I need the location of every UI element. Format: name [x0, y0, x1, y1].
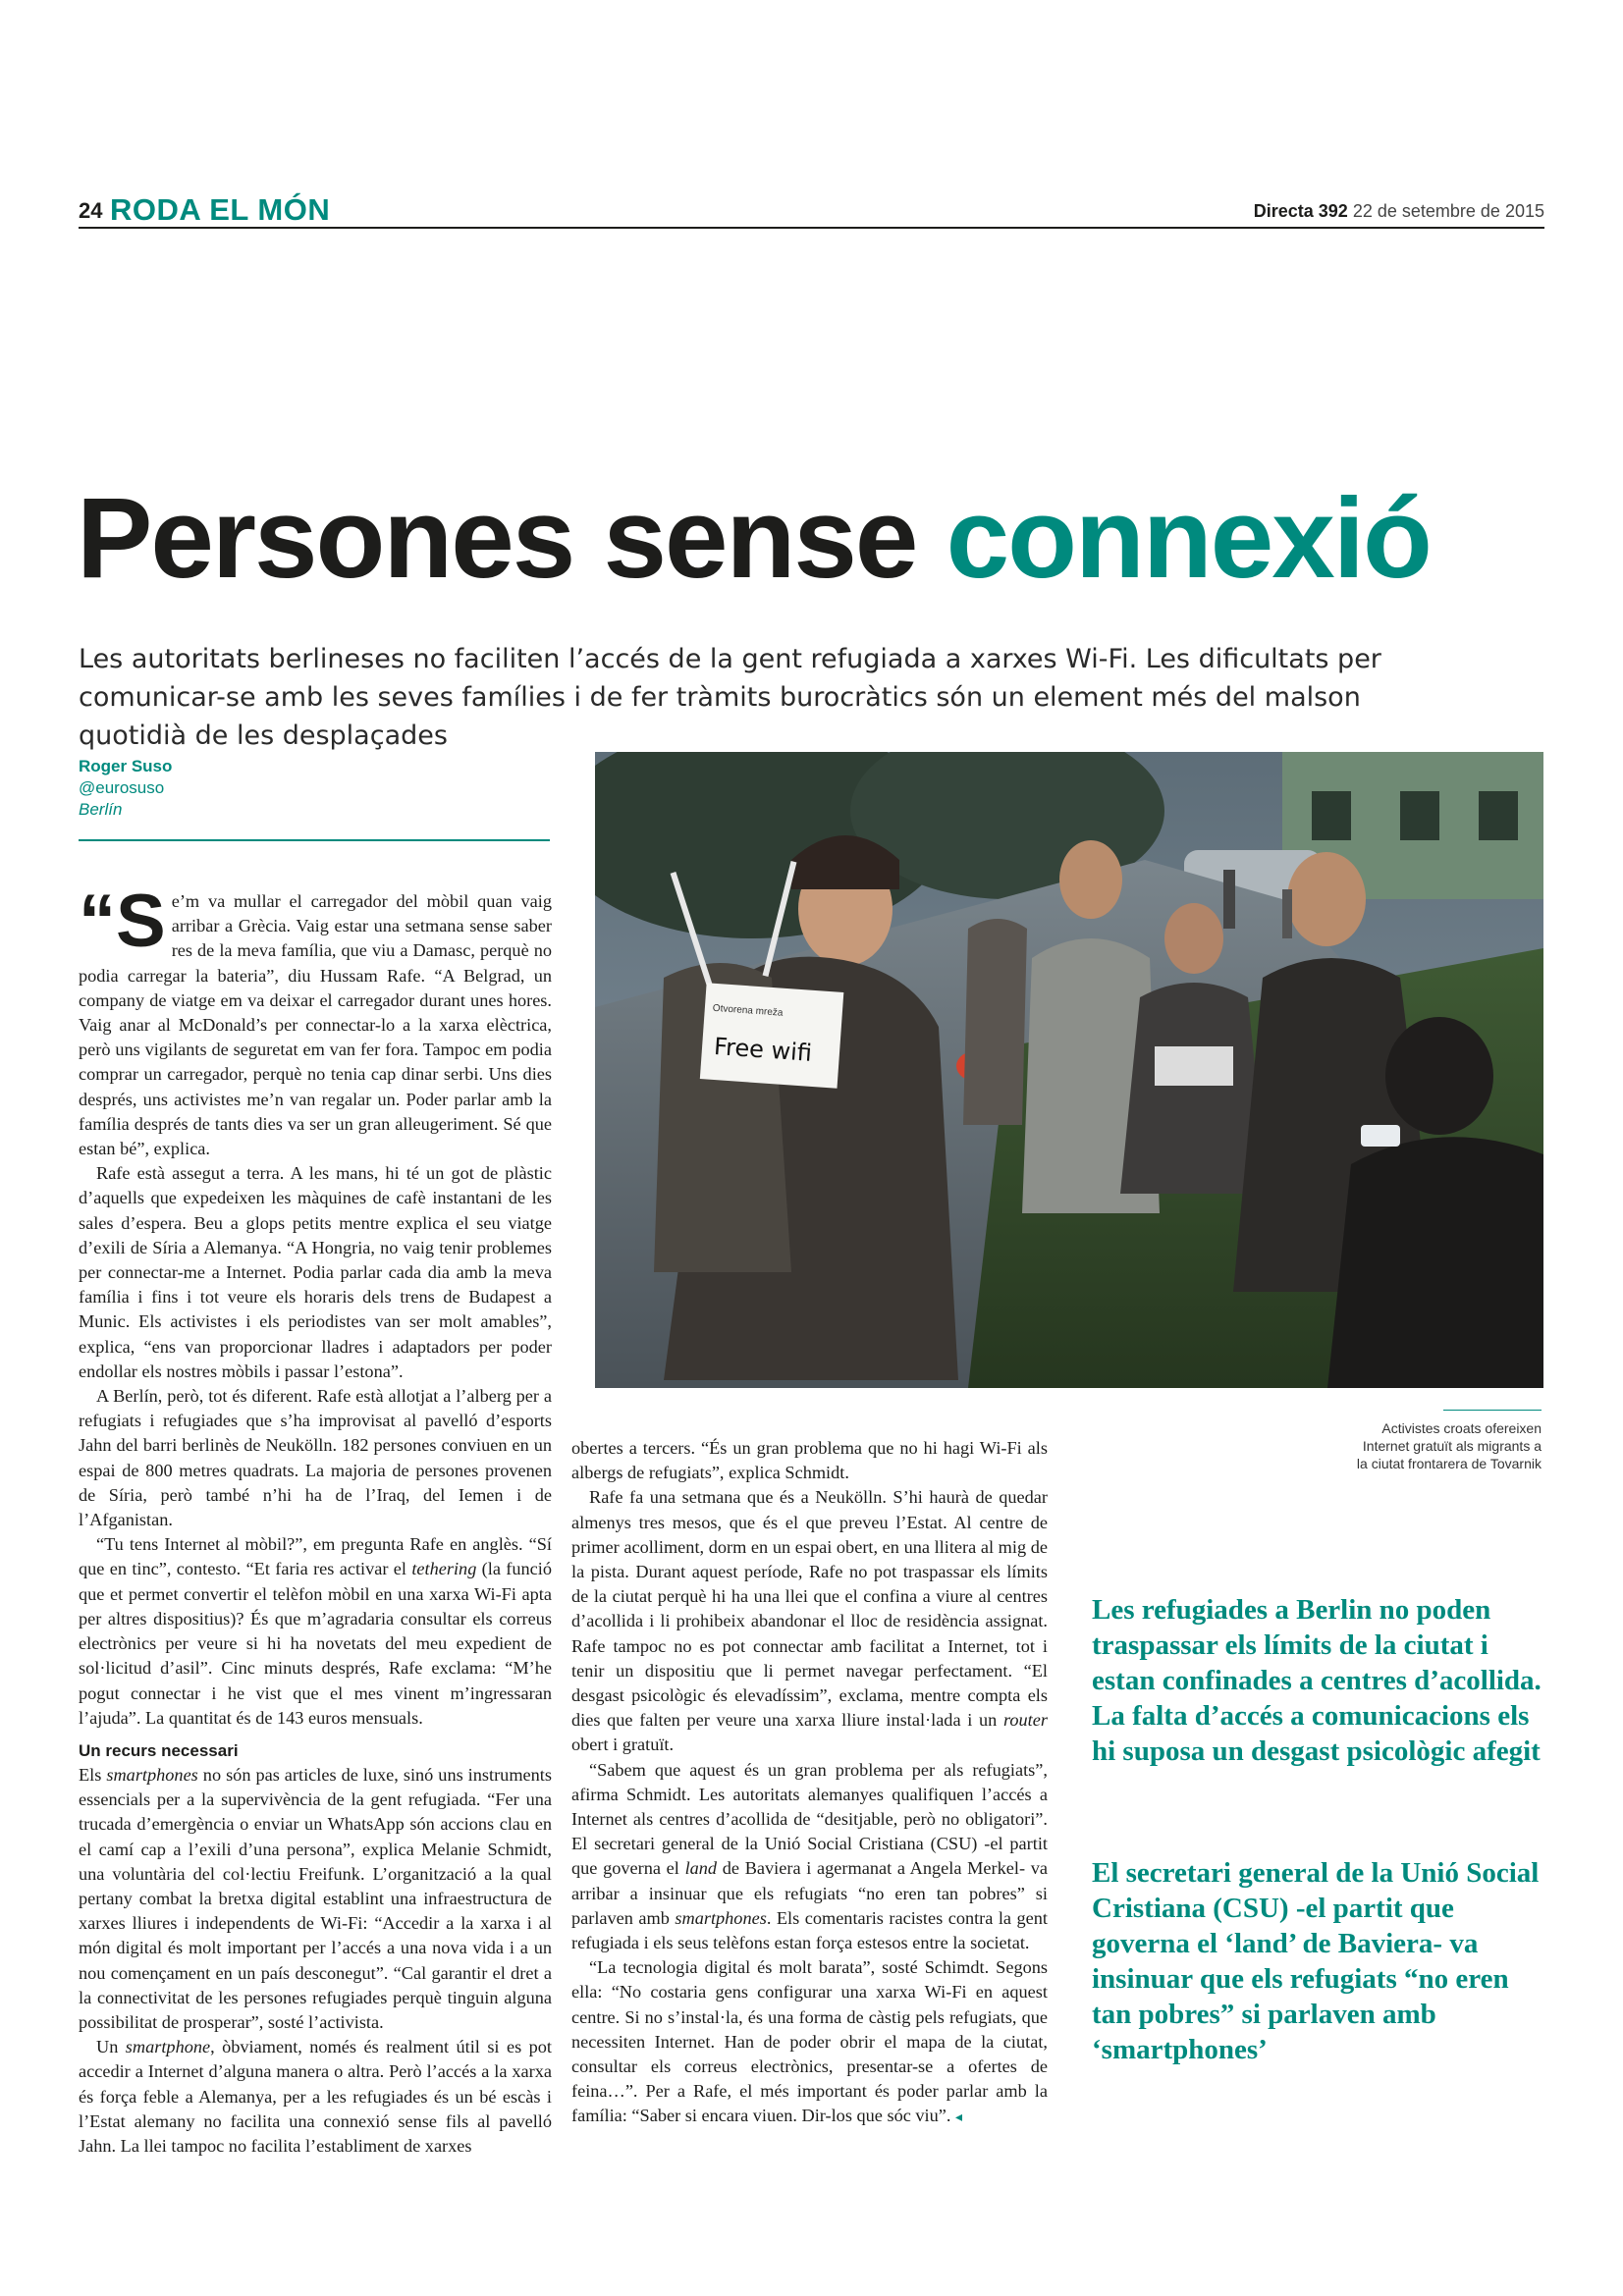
- router-device: [1155, 1046, 1233, 1086]
- photo-caption: Activistes croats ofereixen Internet gratuït als migrants a la ciutat frontarera de Tovarnik: [1356, 1420, 1542, 1471]
- headline: [77, 474, 1431, 602]
- emphasis: smartphones: [675, 1907, 767, 1928]
- header-rule: [79, 227, 1544, 229]
- distant-figure: [1282, 889, 1292, 938]
- headline-main: Persones sense: [77, 474, 947, 602]
- pull-quote-1: Les refugiades a Berlin no poden traspassar els límits de la ciutat i estan confinades a centres d’acollida. La falta d’accés a comunicacions els hi suposa un desgast psicològic afegit: [1092, 1594, 1542, 1767]
- head: [1287, 852, 1366, 946]
- body-column-2: [571, 1436, 1048, 2130]
- paragraph: [571, 1758, 1048, 1956]
- paragraph-text: e’m va mullar el carregador del mòbil quan vaig arribar a Grècia. Vaig estar una setmana sense saber res de la meva família, que viu a Damasc, perquè no podia carregar la bateria”, diu Hussam Rafe. “A Belgrad, un company de viatge em va deixar el carregador durant unes hores. Vaig anar al McDonald’s per connectar-lo a la xarxa elèctrica, però uns vigilants de seguretat em van fer fora. Tampoc em podia comprar un carregador, perquè no tenia cap dinar serbi. Uns dies després, uns activistes me’n van regalar un. Poder parlar amb la família després de tants dies va ser un gran alleugeriment. Sé que estan bé”, explica.: [79, 891, 552, 1159]
- paragraph: [571, 1485, 1048, 1757]
- photo-illustration: [595, 752, 1543, 1388]
- text-run: , òbviament, només és realment útil si es pot accedir a Internet d’alguna manera o altra. Però l’accés a la xarxa és força feble a Alemanya, per a les refugiades és un bé escàs i l’Estat alemany no facilita una connexió sense fils al pavelló Jahn. La llei tampoc no facilita l’establiment de xarxes: [79, 2037, 552, 2156]
- pull-quote-2: El secretari general de la Unió Social Cristiana (CSU) -el partit que governa el ‘land’ de Baviera- va insinuar que els refugiats “no eren tan pobres” si parlaven amb ‘smartphones’: [1092, 1857, 1540, 2065]
- person-far: [963, 919, 1027, 1125]
- paragraph: [79, 880, 552, 1161]
- house-window: [1479, 791, 1518, 840]
- caption-rule: [1443, 1410, 1542, 1411]
- article-photo: [595, 752, 1543, 1388]
- paragraph: obertes a tercers. “És un gran problema que no hi hagi Wi-Fi als albergs de refugiats”, explica Schmidt.: [571, 1438, 1048, 1483]
- paragraph: Rafe està assegut a terra. A les mans, hi té un got de plàstic d’aquells que expedeixen les màquines de cafè instantani de les sales d’espera. Beu a glops petits mentre explica el seu viatge d’exili de Síria a Alemanya. “A Hongria, no vaig tenir problemes per connectar-me a Internet. Podia parlar cada dia amb la meva família i fins i tot veure els horaris dels trens de Budapest a Munic. Els activistes i els periodistes van ser molt amables”, explica, “ens van proporcionar lladres i adaptadors per poder endollar els nostres mòbils i passar l’estona”.: [79, 1163, 552, 1381]
- smartphone: [1361, 1125, 1400, 1147]
- hair: [1385, 1017, 1493, 1135]
- emphasis: land: [684, 1858, 718, 1879]
- text-run: “La tecnologia digital és molt barata”, sosté Schimdt. Segons ella: “No costaria gens configurar una xarxa Wi-Fi en aquest centre. Si no s’instal·la, és una forma de càstig pels refugiats, que necessiten Internet. Han de poder obrir el mapa de la ciutat, consultar els correus electrònics, presentar-se a ofertes de feina…”. Per a Rafe, el més important és poder parlar amb la família: “Saber si encara viuen. Dir-los que sóc viu”.: [571, 1957, 1048, 2126]
- paragraph: [79, 1532, 552, 1731]
- emphasis: tethering: [411, 1559, 477, 1579]
- end-mark-icon: ◂: [955, 2109, 963, 2125]
- headline-accent: connexió: [946, 474, 1431, 602]
- paragraph: [79, 2035, 552, 2159]
- head: [1164, 903, 1223, 974]
- house-window: [1312, 791, 1351, 840]
- author-handle: @eurosuso: [79, 778, 165, 797]
- emphasis: router: [1002, 1710, 1048, 1731]
- jacket: [1327, 1137, 1543, 1388]
- text-run: (la funció que et permet convertir el telèfon mòbil en una xarxa Wi-Fi apta per altres dispositius)? És que m’agradaria consultar els correus electrònics per veure si hi ha novetats del meu expedient de sol·licitud d’asil”. Cinc minuts després, Rafe exclama: “M’he pogut connectar i he vist que el mes vinent m’ingressaran l’ajuda”. La quantitat és de 143 euros mensuals.: [79, 1559, 552, 1728]
- dateline-location: Berlín: [79, 800, 123, 819]
- masthead: [1254, 201, 1544, 222]
- paragraph: [79, 1763, 552, 2035]
- house-window: [1400, 791, 1439, 840]
- emphasis: smartphone: [125, 2037, 211, 2057]
- text-run: . Els comentaris racistes contra la gent refugiada i els seus telèfons estan força estesos entre la societat.: [571, 1907, 1049, 1953]
- publication-name: Directa 392: [1253, 201, 1348, 221]
- issue-date: 22 de setembre de 2015: [1352, 201, 1544, 221]
- text-run: “Sabem que aquest és un gran problema per als refugiats”, afirma Schmidt. Les autoritats alemanyes qualifiquen l’accés a Internet als centres d’acollida de “desitjable, però no obligatori”. El secretari general de la Unió Social Cristiana (CSU) -el partit que governa el: [571, 1759, 1048, 1879]
- author-name: Roger Suso: [79, 757, 173, 775]
- text-run: “Tu tens Internet al mòbil?”, em pregunta Rafe en anglès. “Sí que en tinc”, contesto. “Et faria res activar el: [79, 1534, 552, 1579]
- sign-brand: Otvorena mreža: [712, 1002, 784, 1019]
- page-number: 24: [79, 198, 103, 223]
- section-title: RODA EL MÓN: [110, 192, 331, 227]
- paragraph: A Berlín, però, tot és diferent. Rafe està allotjat a l’alberg per a refugiats i refugiades que s’ha improvisat al pavelló d’esports Jahn del barri berlinès de Neukölln. 182 persones conviuen en un espai de 800 metres quadrats. La majoria de persones provenen de Síria, però també n’hi ha de l’Iraq, del Iemen i de l’Afganistan.: [79, 1386, 552, 1530]
- text-run: Un: [96, 2037, 126, 2057]
- standfirst: Les autoritats berlineses no faciliten l’accés de la gent refugiada a xarxes Wi-Fi. Les dificultats per comunicar-se amb les seves famílies i de fer tràmits burocràtics són un element més del malson quotidià de les desplaçades: [79, 644, 1381, 751]
- byline: [79, 756, 550, 821]
- text-run: no són pas articles de luxe, sinó uns instruments essencials per a la supervivència de la gent refugiada. “Fer una trucada d’emergència o enviar un WhatsApp són accions clau en el camí cap a l’exili d’una persona”, explica Melanie Schmidt, una voluntària del col·lectiu Freifunk. L’organització a la qual pertany combat la bretxa digital establint una infraestructura de xarxes lliures i independents de Wi-Fi: “Accedir a la xarxa i al món digital és molt important per l’accés a una nova vida i a un nou començament en un país desconegut”. “Cal garantir el dret a la connectivitat de les persones refugiades perquè tinguin alguna possibilitat de prosperar”, sosté l’activista.: [79, 1764, 552, 2032]
- text-run: obert i gratuït.: [571, 1735, 675, 1755]
- paragraph: [571, 1955, 1048, 2129]
- text-run: Els: [79, 1764, 107, 1785]
- drop-cap: “S: [79, 880, 166, 963]
- distant-figure: [1223, 870, 1235, 929]
- emphasis: smartphones: [106, 1764, 198, 1785]
- body-column-1: [79, 880, 552, 2159]
- byline-rule: [79, 839, 550, 841]
- text-run: Rafe fa una setmana que és a Neukölln. S’hi haurà de quedar almenys tres mesos, que és el que preveu l’Estat. Al centre de primer acolliment, dorm en un espai obert, en una llitera al mig de la pista. Durant aquest període, Rafe no pot traspassar els límits de la ciutat perquè hi ha una llei que el confina a viure al centres d’acollida i li prohibeix abandonar el lloc de residència assignat. Rafe tampoc no es pot connectar amb facilitat a Internet, tot i tenir un dispositiu que li permet navegar perfectament. “El desgast psicològic és elevadíssim”, exclama, mentre compta els dies que falten per veure una xarxa lliure instal·lada i un: [571, 1487, 1048, 1731]
- head: [1059, 840, 1122, 919]
- text-run: de Baviera i agermanat a Angela Merkel- va arribar a insinuar que els refugiats “no eren tan pobres” si parlaven amb: [571, 1858, 1048, 1928]
- subheading: Un recurs necessari: [79, 1740, 239, 1760]
- sign-text: Free wifi: [713, 1032, 813, 1067]
